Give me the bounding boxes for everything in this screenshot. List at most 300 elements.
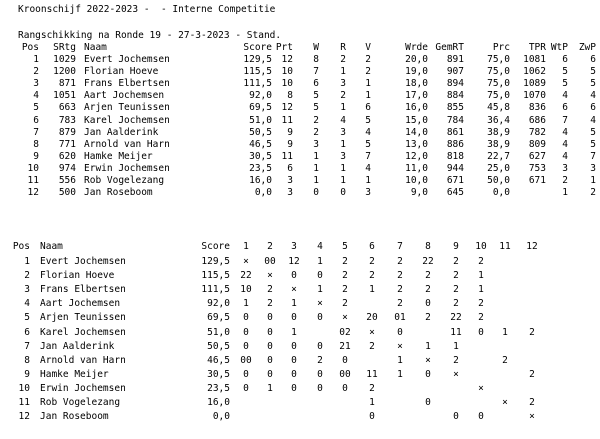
standings-cell: 2 xyxy=(340,90,346,102)
standings-cell: 4 xyxy=(562,90,568,102)
standings-cell: 5 xyxy=(590,78,596,90)
cross-cell: 0 xyxy=(291,312,297,324)
cross-cell: 2 xyxy=(24,270,30,282)
cross-row xyxy=(0,298,600,310)
cross-header-cell: 8 xyxy=(425,241,431,252)
standings-cell: 38,9 xyxy=(487,138,510,150)
standings-cell: 6 xyxy=(313,78,319,90)
standings-cell: 4 xyxy=(562,138,568,150)
cross-cell: 20 xyxy=(366,312,378,324)
standings-header-cell: Prc xyxy=(492,42,510,53)
standings-cell: 1 xyxy=(313,162,319,174)
cross-header-cell: 7 xyxy=(397,241,403,252)
cross-cell: 11 xyxy=(366,368,378,380)
cross-cell: × xyxy=(478,382,484,394)
cross-cell: 1 xyxy=(291,298,297,310)
standings-cell: 8 xyxy=(313,54,319,65)
standings-cell: 4 xyxy=(33,90,39,102)
cross-row xyxy=(0,327,600,339)
standings-cell: 1081 xyxy=(523,54,546,65)
standings-cell: 1 xyxy=(365,175,371,186)
standings-cell: 836 xyxy=(528,102,546,114)
standings-cell: 2 xyxy=(313,126,319,138)
cross-cell: Frans Elbertsen xyxy=(40,284,126,296)
cross-cell: 2 xyxy=(369,382,375,394)
standings-cell: 12 xyxy=(27,187,39,199)
cross-cell: 2 xyxy=(425,270,431,282)
standings-header-cell: Prt xyxy=(275,42,293,53)
standings-cell: 4 xyxy=(562,150,568,162)
standings-cell: 7 xyxy=(562,114,568,126)
standings-cell: 7 xyxy=(33,126,39,138)
cross-cell: 0 xyxy=(267,340,273,352)
cross-cell: 2 xyxy=(369,270,375,282)
cross-cell: 0 xyxy=(317,382,323,394)
standings-cell: 1 xyxy=(340,102,346,114)
cross-row xyxy=(0,312,600,324)
standings-cell: 111,5 xyxy=(243,78,272,90)
cross-header-cell: 11 xyxy=(499,241,511,252)
standings-cell: Evert Jochemsen xyxy=(84,54,170,65)
standings-cell: 50,5 xyxy=(249,126,272,138)
standings-header-cell: GemRT xyxy=(435,42,464,53)
cross-header-cell: 5 xyxy=(342,241,348,252)
cross-cell: 0 xyxy=(425,368,431,380)
standings-cell: 1 xyxy=(340,175,346,186)
standings-cell: 5 xyxy=(590,66,596,78)
cross-cell: 0 xyxy=(267,354,273,366)
standings-cell: 3 xyxy=(287,175,293,186)
cross-cell: 0 xyxy=(243,382,249,394)
standings-row xyxy=(0,187,600,199)
standings-cell: Hamke Meijer xyxy=(84,150,153,162)
standings-cell: 1029 xyxy=(53,54,76,65)
standings-cell: 4 xyxy=(590,114,596,126)
standings-cell: Jan Roseboom xyxy=(84,187,153,199)
standings-cell: 2 xyxy=(590,187,596,199)
cross-cell: 2 xyxy=(453,256,459,267)
standings-cell: Jan Aalderink xyxy=(84,126,159,138)
standings-cell: 894 xyxy=(446,78,464,90)
standings-cell: 11 xyxy=(281,150,293,162)
standings-cell: 6 xyxy=(590,54,596,65)
cross-cell: 1 xyxy=(369,397,375,408)
standings-cell: 3 xyxy=(365,187,371,199)
cross-cell: Rob Vogelezang xyxy=(40,397,121,408)
cross-cell: 1 xyxy=(317,284,323,296)
cross-cell: 2 xyxy=(529,326,535,338)
cross-cell: 0 xyxy=(317,270,323,282)
cross-cell: 0 xyxy=(453,411,459,423)
cross-cell: 22 xyxy=(422,256,434,267)
cross-header-cell: Score xyxy=(201,241,230,252)
cross-header-cell: 12 xyxy=(526,241,538,252)
cross-cell: 1 xyxy=(478,270,484,282)
standings-cell: 944 xyxy=(446,162,464,174)
standings-cell: 3 xyxy=(33,78,39,90)
standings-cell: 11 xyxy=(27,175,39,186)
standings-cell: 2 xyxy=(365,66,371,78)
cross-cell: 1 xyxy=(291,326,297,338)
cross-cell: × xyxy=(502,397,508,408)
standings-cell: 0,0 xyxy=(492,187,510,199)
standings-cell: 11,0 xyxy=(405,162,428,174)
standings-cell: 92,0 xyxy=(249,90,272,102)
cross-cell: 2 xyxy=(478,312,484,324)
cross-cell: Evert Jochemsen xyxy=(40,256,126,267)
cross-row xyxy=(0,383,600,395)
cross-cell: × xyxy=(243,256,249,267)
standings-cell: Karel Jochemsen xyxy=(84,114,170,126)
standings-cell: Arjen Teunissen xyxy=(84,102,170,114)
cross-cell: 2 xyxy=(425,312,431,324)
cross-cell: 2 xyxy=(317,354,323,366)
standings-row xyxy=(0,102,600,114)
cross-cell: 1 xyxy=(369,284,375,296)
standings-cell: 4 xyxy=(365,126,371,138)
standings-cell: 753 xyxy=(528,162,546,174)
cross-cell: 0 xyxy=(291,340,297,352)
cross-cell: 12 xyxy=(18,411,30,423)
standings-row xyxy=(0,175,600,187)
standings-cell: 871 xyxy=(58,78,76,90)
standings-row xyxy=(0,115,600,127)
cross-cell: Hamke Meijer xyxy=(40,368,109,380)
standings-cell: 1 xyxy=(365,90,371,102)
standings-cell: 4 xyxy=(365,162,371,174)
standings-cell: 907 xyxy=(446,66,464,78)
cross-cell: 2 xyxy=(425,284,431,296)
standings-cell: 1 xyxy=(33,54,39,65)
cross-cell: 1 xyxy=(243,298,249,310)
standings-cell: 12 xyxy=(281,54,293,65)
cross-cell: 6 xyxy=(24,326,30,338)
standings-cell: 2 xyxy=(365,54,371,65)
cross-cell: 0 xyxy=(478,326,484,338)
cross-cell: 02 xyxy=(339,326,351,338)
cross-header-cell: 1 xyxy=(243,241,249,252)
standings-cell: 500 xyxy=(58,187,76,199)
standings-cell: 771 xyxy=(58,138,76,150)
standings-cell: 1 xyxy=(340,66,346,78)
cross-cell: 2 xyxy=(453,354,459,366)
standings-cell: 38,9 xyxy=(487,126,510,138)
standings-cell: 686 xyxy=(528,114,546,126)
standings-cell: 30,5 xyxy=(249,150,272,162)
standings-cell: 10 xyxy=(281,78,293,90)
cross-cell: Jan Aalderink xyxy=(40,340,115,352)
cross-cell: 23,5 xyxy=(207,382,230,394)
standings-cell: 1051 xyxy=(53,90,76,102)
cross-cell: Florian Hoeve xyxy=(40,270,115,282)
standings-header-cell: W xyxy=(313,42,319,53)
cross-header-cell: 4 xyxy=(317,241,323,252)
standings-cell: 5 xyxy=(313,102,319,114)
cross-cell: Arjen Teunissen xyxy=(40,312,126,324)
standings-cell: 12,0 xyxy=(405,150,428,162)
standings-cell: 809 xyxy=(528,138,546,150)
standings-cell: 5 xyxy=(313,90,319,102)
standings-cell: Rob Vogelezang xyxy=(84,175,165,186)
standings-cell: 5 xyxy=(365,114,371,126)
cross-cell: 3 xyxy=(24,284,30,296)
standings-cell: 9,0 xyxy=(410,187,428,199)
standings-cell: 6 xyxy=(287,162,293,174)
cross-cell: Aart Jochemsen xyxy=(40,298,121,310)
standings-cell: 1062 xyxy=(523,66,546,78)
cross-cell: 111,5 xyxy=(201,284,230,296)
cross-header-row xyxy=(0,241,600,253)
cross-cell: 0 xyxy=(267,368,273,380)
cross-cell: × xyxy=(425,354,431,366)
standings-cell: 855 xyxy=(446,102,464,114)
cross-cell: 2 xyxy=(342,284,348,296)
standings-cell: 20,0 xyxy=(405,54,428,65)
cross-cell: 10 xyxy=(240,284,252,296)
standings-cell: 1200 xyxy=(53,66,76,78)
standings-cell: 4 xyxy=(562,126,568,138)
standings-header-cell: Wrde xyxy=(405,42,428,53)
standings-cell: 671 xyxy=(528,175,546,186)
standings-cell: 129,5 xyxy=(243,54,272,65)
cross-cell: 2 xyxy=(529,368,535,380)
cross-row xyxy=(0,341,600,353)
cross-cell: × xyxy=(369,326,375,338)
standings-cell: 16,0 xyxy=(405,102,428,114)
standings-cell: 6 xyxy=(365,102,371,114)
cross-cell: 1 xyxy=(425,340,431,352)
standings-cell: 5 xyxy=(33,102,39,114)
standings-cell: 1 xyxy=(590,175,596,186)
cross-cell: 2 xyxy=(478,256,484,267)
cross-cell: 2 xyxy=(342,256,348,267)
cross-cell: 2 xyxy=(369,340,375,352)
standings-cell: 9 xyxy=(33,150,39,162)
standings-cell: 22,7 xyxy=(487,150,510,162)
cross-cell: 69,5 xyxy=(207,312,230,324)
cross-header-cell: Naam xyxy=(40,241,63,252)
standings-cell: 45,8 xyxy=(487,102,510,114)
standings-cell: 879 xyxy=(58,126,76,138)
standings-cell: 18,0 xyxy=(405,78,428,90)
cross-cell: 51,0 xyxy=(207,326,230,338)
standings-cell: 1 xyxy=(562,187,568,199)
standings-cell: 9 xyxy=(287,138,293,150)
cross-cell: 92,0 xyxy=(207,298,230,310)
cross-cell: 2 xyxy=(397,270,403,282)
standings-cell: 12 xyxy=(281,102,293,114)
cross-cell: 0 xyxy=(243,340,249,352)
standings-cell: 861 xyxy=(446,126,464,138)
cross-cell: 0 xyxy=(267,312,273,324)
cross-cell: 1 xyxy=(267,382,273,394)
standings-header-cell: V xyxy=(365,42,371,53)
cross-row xyxy=(0,284,600,296)
cross-cell: × xyxy=(342,312,348,324)
standings-cell: Erwin Jochemsen xyxy=(84,162,170,174)
standings-cell: 6 xyxy=(562,54,568,65)
cross-header-cell: 2 xyxy=(267,241,273,252)
standings-cell: 7 xyxy=(313,66,319,78)
cross-cell: Karel Jochemsen xyxy=(40,326,126,338)
cross-header-cell: 10 xyxy=(475,241,487,252)
cross-cell: 0 xyxy=(397,326,403,338)
standings-row xyxy=(0,151,600,163)
page-subtitle: Rangschikking na Ronde 19 - 27-3-2023 - Stand. xyxy=(18,30,282,41)
cross-cell: 1 xyxy=(24,256,30,267)
cross-cell: 5 xyxy=(24,312,30,324)
cross-cell: 0 xyxy=(425,298,431,310)
cross-cell: 0,0 xyxy=(212,411,230,423)
standings-cell: 891 xyxy=(446,54,464,65)
cross-cell: 9 xyxy=(24,368,30,380)
standings-cell: 5 xyxy=(365,138,371,150)
cross-cell: 22 xyxy=(240,270,252,282)
standings-cell: 75,0 xyxy=(487,78,510,90)
standings-cell: 115,5 xyxy=(243,66,272,78)
cross-cell: 0 xyxy=(425,397,431,408)
standings-cell: Frans Elbertsen xyxy=(84,78,170,90)
cross-cell: 0 xyxy=(243,368,249,380)
standings-cell: 3 xyxy=(313,138,319,150)
standings-cell: 10 xyxy=(281,66,293,78)
cross-cell: Erwin Jochemsen xyxy=(40,382,126,394)
cross-cell: 0 xyxy=(243,326,249,338)
standings-header-cell: ZwP xyxy=(578,42,596,53)
standings-cell: 1 xyxy=(365,78,371,90)
cross-cell: 1 xyxy=(317,256,323,267)
subtitle-line xyxy=(0,30,600,42)
standings-cell: 75,0 xyxy=(487,90,510,102)
cross-cell: 2 xyxy=(342,270,348,282)
cross-cell: 1 xyxy=(397,368,403,380)
cross-cell: 129,5 xyxy=(201,256,230,267)
standings-cell: 627 xyxy=(528,150,546,162)
standings-cell: 620 xyxy=(58,150,76,162)
cross-cell: 0 xyxy=(291,270,297,282)
standings-cell: 3 xyxy=(340,126,346,138)
cross-cell: 12 xyxy=(288,256,300,267)
cross-cell: 2 xyxy=(267,284,273,296)
standings-cell: 974 xyxy=(58,162,76,174)
standings-cell: 51,0 xyxy=(249,114,272,126)
cross-row xyxy=(0,355,600,367)
standings-cell: 645 xyxy=(446,187,464,199)
cross-cell: 4 xyxy=(24,298,30,310)
cross-header-cell: 3 xyxy=(291,241,297,252)
standings-cell: 8 xyxy=(33,138,39,150)
cross-cell: 50,5 xyxy=(207,340,230,352)
standings-cell: 0 xyxy=(313,187,319,199)
standings-cell: 784 xyxy=(446,114,464,126)
standings-cell: 69,5 xyxy=(249,102,272,114)
cross-header-cell: 6 xyxy=(369,241,375,252)
standings-cell: 6 xyxy=(33,114,39,126)
cross-cell: 01 xyxy=(394,312,406,324)
cross-cell: 2 xyxy=(397,256,403,267)
standings-cell: 671 xyxy=(446,175,464,186)
cross-row xyxy=(0,411,600,423)
standings-cell: 2 xyxy=(313,114,319,126)
standings-cell: 0,0 xyxy=(254,187,272,199)
standings-cell: 1 xyxy=(340,138,346,150)
standings-cell: 1070 xyxy=(523,90,546,102)
cross-cell: Arnold van Harn xyxy=(40,354,126,366)
cross-cell: 0 xyxy=(342,382,348,394)
standings-cell: 0 xyxy=(340,187,346,199)
standings-cell: 8 xyxy=(287,90,293,102)
cross-cell: × xyxy=(397,340,403,352)
cross-row xyxy=(0,369,600,381)
standings-cell: 75,0 xyxy=(487,66,510,78)
standings-header-cell: R xyxy=(340,42,346,53)
cross-cell: 0 xyxy=(267,326,273,338)
cross-cell: 2 xyxy=(267,298,273,310)
cross-cell: 2 xyxy=(453,298,459,310)
standings-cell: 2 xyxy=(562,175,568,186)
standings-cell: 10 xyxy=(27,162,39,174)
standings-header-cell: TPR xyxy=(528,42,546,53)
cross-cell: × xyxy=(453,368,459,380)
title-line xyxy=(0,4,600,16)
cross-cell: × xyxy=(317,298,323,310)
standings-cell: Arnold van Harn xyxy=(84,138,170,150)
standings-cell: 25,0 xyxy=(487,162,510,174)
cross-cell: 0 xyxy=(369,411,375,423)
standings-cell: 9 xyxy=(287,126,293,138)
cross-cell: 115,5 xyxy=(201,270,230,282)
cross-row xyxy=(0,256,600,268)
standings-row xyxy=(0,66,600,78)
cross-cell: 8 xyxy=(24,354,30,366)
standings-header-row xyxy=(0,42,600,54)
cross-cell: 2 xyxy=(369,256,375,267)
cross-cell: 00 xyxy=(264,256,276,267)
cross-cell: 1 xyxy=(453,340,459,352)
standings-cell: 1 xyxy=(340,162,346,174)
cross-cell: 1 xyxy=(478,284,484,296)
cross-cell: × xyxy=(267,270,273,282)
cross-cell: 1 xyxy=(397,354,403,366)
cross-cell: 30,5 xyxy=(207,368,230,380)
cross-cell: 22 xyxy=(450,312,462,324)
standings-cell: 4 xyxy=(340,114,346,126)
cross-cell: 2 xyxy=(397,284,403,296)
standings-cell: 3 xyxy=(562,162,568,174)
standings-cell: 15,0 xyxy=(405,114,428,126)
standings-header-cell: Pos xyxy=(21,42,39,53)
standings-row xyxy=(0,139,600,151)
standings-cell: Florian Hoeve xyxy=(84,66,159,78)
standings-cell: 5 xyxy=(562,78,568,90)
standings-cell: 19,0 xyxy=(405,66,428,78)
standings-cell: 2 xyxy=(33,66,39,78)
cross-cell: 10 xyxy=(18,382,30,394)
standings-cell: 16,0 xyxy=(249,175,272,186)
standings-cell: 886 xyxy=(446,138,464,150)
standings-cell: 783 xyxy=(58,114,76,126)
cross-cell: 0 xyxy=(317,340,323,352)
cross-header-cell: Pos xyxy=(12,241,30,252)
cross-row xyxy=(0,397,600,409)
standings-cell: 11 xyxy=(281,114,293,126)
standings-cell: 663 xyxy=(58,102,76,114)
cross-cell: Jan Roseboom xyxy=(40,411,109,423)
standings-cell: 1 xyxy=(313,175,319,186)
standings-cell: 50,0 xyxy=(487,175,510,186)
cross-cell: 0 xyxy=(243,312,249,324)
cross-header-cell: 9 xyxy=(453,241,459,252)
